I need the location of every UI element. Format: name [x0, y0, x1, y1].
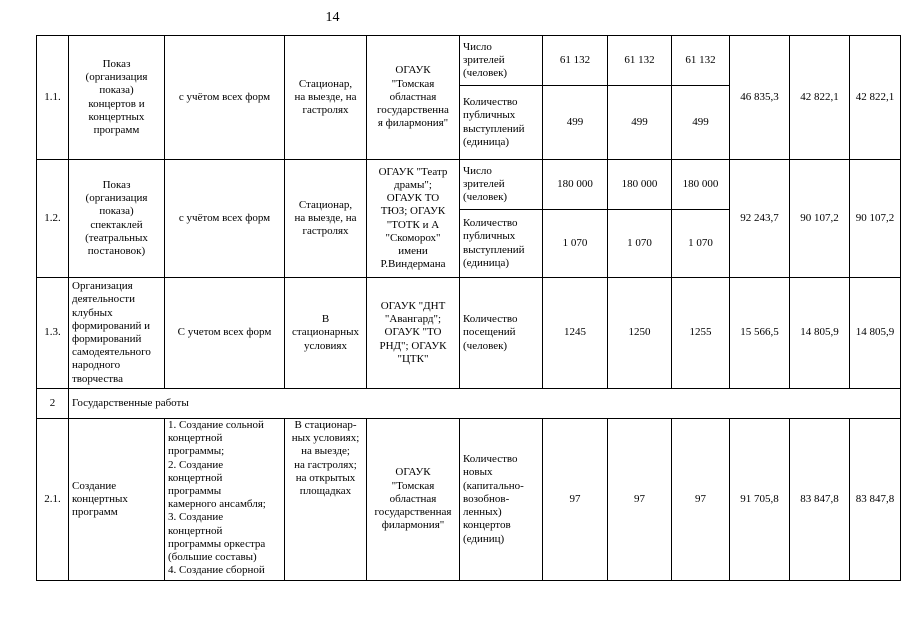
indicator-value-year2: 1 070: [608, 210, 672, 278]
indicator-value-year2: 61 132: [608, 36, 672, 86]
indicator-value-year2: 97: [608, 419, 672, 581]
indicator-value-year3: 1 070: [672, 210, 730, 278]
service-name: Показ (организация показа) спектаклей (театральных постановок): [69, 160, 165, 278]
work-name: Создание концертных программ: [69, 419, 165, 581]
row-number: 1.2.: [37, 160, 69, 278]
indicator-value-year1: 180 000: [543, 160, 608, 210]
funding-year2: 90 107,2: [790, 160, 850, 278]
indicator-value-year1: 1245: [543, 278, 608, 389]
row-number: 2.1.: [37, 419, 69, 581]
indicator-name: Число зрителей (человек): [460, 160, 543, 210]
service-conditions: Стационар, на выезде, на гастролях: [285, 160, 367, 278]
indicator-value-year3: 1255: [672, 278, 730, 389]
funding-year1: 91 705,8: [730, 419, 790, 581]
service-conditions: В стационарных условиях: [285, 278, 367, 389]
indicator-value-year1: 499: [543, 86, 608, 160]
indicator-value-year3: 499: [672, 86, 730, 160]
institution-name: ОГАУК "Томская областная государственна я филармония": [367, 36, 460, 160]
indicator-value-year1: 97: [543, 419, 608, 581]
funding-year3: 83 847,8: [850, 419, 901, 581]
table-row: [37, 36, 901, 86]
indicator-name: Количество публичных выступлений (единица): [460, 210, 543, 278]
indicator-name: Количество публичных выступлений (единица): [460, 86, 543, 160]
funding-year1: 15 566,5: [730, 278, 790, 389]
funding-year1: 46 835,3: [730, 36, 790, 160]
institution-name: ОГАУК "ДНТ "Авангард"; ОГАУК "ТО РНД"; ОГАУК "ЦТК": [367, 278, 460, 389]
work-content: 1. Создание сольной концертной программы; 2. Создание концертной программы камерного ансамбля; 3. Создание концертной программы оркестра (большие составы) 4. Создание сборной: [165, 419, 285, 581]
table-row: [37, 278, 901, 389]
funding-year1: 92 243,7: [730, 160, 790, 278]
funding-year3: 90 107,2: [850, 160, 901, 278]
institution-name: ОГАУК "Томская областная государственная филармония": [367, 419, 460, 581]
row-number: 1.3.: [37, 278, 69, 389]
indicator-name: Количество посещений (человек): [460, 278, 543, 389]
funding-year3: 14 805,9: [850, 278, 901, 389]
indicator-name: Число зрителей (человек): [460, 36, 543, 86]
funding-year2: 42 822,1: [790, 36, 850, 160]
state-assignment-table: [36, 35, 901, 581]
indicator-value-year2: 499: [608, 86, 672, 160]
service-content: с учётом всех форм: [165, 36, 285, 160]
funding-year3: 42 822,1: [850, 36, 901, 160]
table-row: [37, 160, 901, 210]
funding-year2: 83 847,8: [790, 419, 850, 581]
service-name: Показ (организация показа) концертов и концертных программ: [69, 36, 165, 160]
work-conditions: В стационар- ных условиях; на выезде; на гастролях; на открытых площадках: [285, 419, 367, 581]
section-title: Государственные работы: [69, 389, 901, 419]
section-number: 2: [37, 389, 69, 419]
indicator-value-year1: 61 132: [543, 36, 608, 86]
indicator-name: Количество новых (капитально- возобнов- ленных) концертов (единиц): [460, 419, 543, 581]
service-content: С учетом всех форм: [165, 278, 285, 389]
institution-name: ОГАУК "Театр драмы"; ОГАУК ТО ТЮЗ; ОГАУК "ТОТК и А "Скоморох" имени Р.Виндермана: [367, 160, 460, 278]
indicator-value-year3: 61 132: [672, 36, 730, 86]
page-number: 14: [325, 10, 340, 25]
indicator-value-year3: 97: [672, 419, 730, 581]
indicator-value-year3: 180 000: [672, 160, 730, 210]
service-conditions: Стационар, на выезде, на гастролях: [285, 36, 367, 160]
indicator-value-year2: 1250: [608, 278, 672, 389]
funding-year2: 14 805,9: [790, 278, 850, 389]
section-row: [37, 389, 901, 419]
service-content: с учётом всех форм: [165, 160, 285, 278]
service-name: Организация деятельности клубных формирований и формирований самодеятельного народного творчества: [69, 278, 165, 389]
table-row: [37, 419, 901, 581]
indicator-value-year1: 1 070: [543, 210, 608, 278]
row-number: 1.1.: [37, 36, 69, 160]
indicator-value-year2: 180 000: [608, 160, 672, 210]
